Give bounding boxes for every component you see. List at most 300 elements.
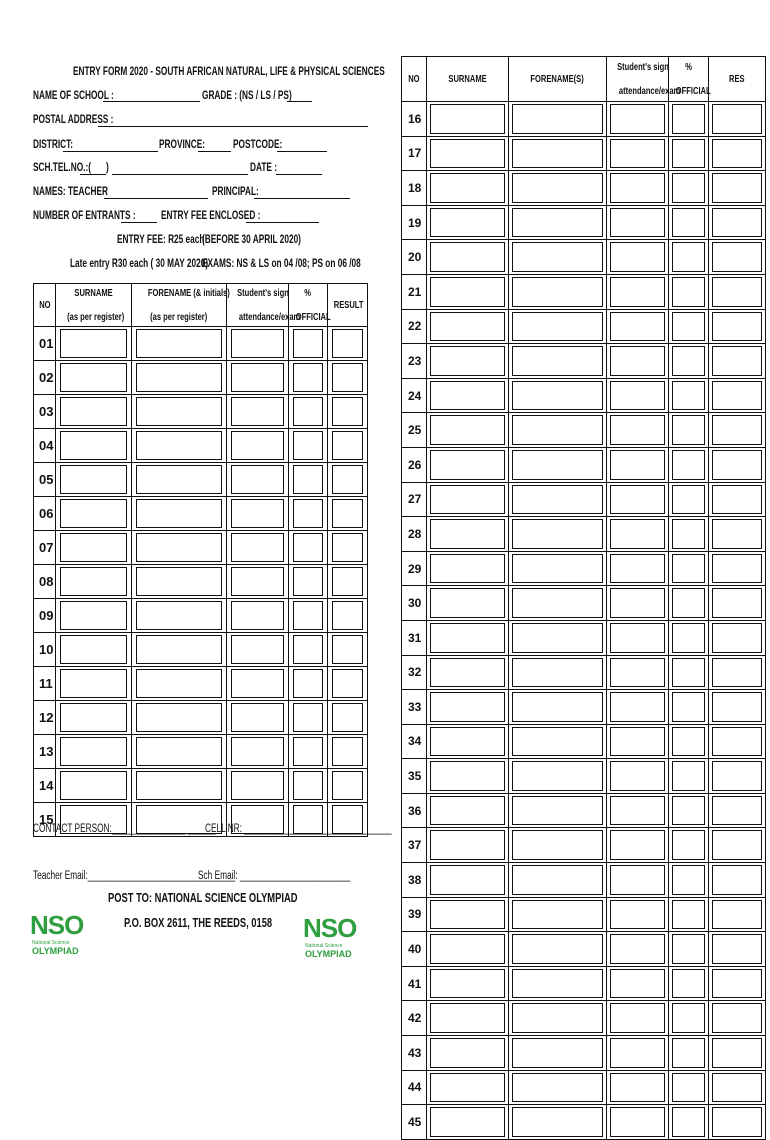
official-pct-cell[interactable] (669, 274, 709, 309)
result-cell[interactable] (328, 361, 368, 395)
forename-cell[interactable] (509, 932, 607, 967)
student-sign-cell[interactable] (227, 361, 289, 395)
forename-cell[interactable] (509, 274, 607, 309)
district-field[interactable] (63, 151, 158, 152)
row-number: 45 (402, 1105, 427, 1140)
official-pct-cell[interactable] (289, 633, 328, 667)
entrants-table-right (401, 56, 766, 1140)
cell-nr-field[interactable]: CELL NR: ________________________________ (205, 823, 392, 835)
surname-cell[interactable] (56, 735, 132, 769)
table-row (34, 667, 368, 701)
official-pct-cell[interactable] (289, 701, 328, 735)
official-pct-cell[interactable] (289, 497, 328, 531)
forename-cell[interactable] (509, 897, 607, 932)
official-pct-cell[interactable] (669, 1105, 709, 1140)
surname-cell[interactable] (427, 724, 509, 759)
official-pct-cell[interactable] (669, 1036, 709, 1071)
date-field[interactable] (276, 174, 322, 175)
surname-cell[interactable] (427, 482, 509, 517)
surname-cell[interactable] (56, 429, 132, 463)
result-cell[interactable] (709, 1070, 766, 1105)
official-pct-cell[interactable] (669, 240, 709, 275)
surname-cell[interactable] (56, 633, 132, 667)
result-cell[interactable] (709, 482, 766, 517)
result-cell[interactable] (709, 793, 766, 828)
student-sign-cell[interactable] (607, 378, 669, 413)
table-row (34, 463, 368, 497)
forename-cell[interactable] (509, 413, 607, 448)
table-row (402, 482, 766, 517)
result-cell[interactable] (709, 413, 766, 448)
result-cell[interactable] (709, 240, 766, 275)
student-sign-cell[interactable] (607, 482, 669, 517)
official-pct-cell[interactable] (669, 620, 709, 655)
forename-cell[interactable] (509, 482, 607, 517)
result-cell[interactable] (709, 309, 766, 344)
num-entrants-label: NUMBER OF ENTRANTS : (33, 210, 136, 222)
student-sign-cell[interactable] (227, 395, 289, 429)
forename-cell[interactable] (132, 327, 227, 361)
row-number: 13 (34, 735, 56, 769)
official-pct-cell[interactable] (669, 102, 709, 137)
forename-cell[interactable] (132, 633, 227, 667)
forename-cell[interactable] (132, 565, 227, 599)
surname-cell[interactable] (427, 517, 509, 552)
student-sign-cell[interactable] (227, 599, 289, 633)
surname-cell[interactable] (427, 690, 509, 725)
result-cell[interactable] (709, 1036, 766, 1071)
student-sign-cell[interactable] (227, 429, 289, 463)
official-pct-cell[interactable] (669, 759, 709, 794)
table-row (402, 205, 766, 240)
student-sign-cell[interactable] (227, 497, 289, 531)
student-sign-cell[interactable] (607, 724, 669, 759)
forename-cell[interactable] (132, 735, 227, 769)
surname-cell[interactable] (427, 1105, 509, 1140)
col-official-pct: % OFFICIAL (289, 284, 328, 327)
official-pct-cell[interactable] (669, 793, 709, 828)
official-pct-cell[interactable] (669, 1001, 709, 1036)
result-cell[interactable] (709, 274, 766, 309)
sch-tel-field[interactable] (112, 174, 248, 175)
result-cell[interactable] (328, 463, 368, 497)
row-number: 18 (402, 171, 427, 206)
forename-cell[interactable] (509, 620, 607, 655)
result-cell[interactable] (709, 136, 766, 171)
row-number: 29 (402, 551, 427, 586)
row-number: 30 (402, 586, 427, 621)
result-cell[interactable] (709, 517, 766, 552)
result-cell[interactable] (328, 667, 368, 701)
district-label: DISTRICT: (33, 139, 74, 151)
result-cell[interactable] (709, 586, 766, 621)
student-sign-cell[interactable] (607, 932, 669, 967)
student-sign-cell[interactable] (607, 966, 669, 1001)
surname-cell[interactable] (56, 769, 132, 803)
table-row (402, 863, 766, 898)
col-student-sign: Student's sign attendance/exam (227, 284, 289, 327)
official-pct-cell[interactable] (669, 966, 709, 1001)
forename-cell[interactable] (509, 724, 607, 759)
table-row (34, 429, 368, 463)
sch-tel-code-field[interactable] (80, 174, 106, 175)
student-sign-cell[interactable] (607, 344, 669, 379)
name-of-school-field[interactable] (103, 101, 200, 102)
forename-cell[interactable] (509, 586, 607, 621)
surname-cell[interactable] (56, 531, 132, 565)
student-sign-cell[interactable] (607, 620, 669, 655)
result-cell[interactable] (709, 171, 766, 206)
principal-label: PRINCIPAL: (212, 186, 259, 198)
student-sign-cell[interactable] (607, 240, 669, 275)
student-sign-cell[interactable] (607, 413, 669, 448)
row-number: 10 (34, 633, 56, 667)
table-row (402, 136, 766, 171)
student-sign-cell[interactable] (227, 769, 289, 803)
result-cell[interactable] (709, 378, 766, 413)
surname-cell[interactable] (56, 395, 132, 429)
student-sign-cell[interactable] (607, 205, 669, 240)
forename-cell[interactable] (509, 447, 607, 482)
forename-cell[interactable] (509, 171, 607, 206)
result-cell[interactable] (709, 690, 766, 725)
result-cell[interactable] (709, 966, 766, 1001)
forename-cell[interactable] (509, 966, 607, 1001)
surname-cell[interactable] (427, 620, 509, 655)
official-pct-cell[interactable] (289, 599, 328, 633)
before-date: (BEFORE 30 APRIL 2020) (202, 234, 301, 246)
result-cell[interactable] (328, 327, 368, 361)
contact-person-field[interactable]: CONTACT PERSON:________________ ______ (33, 823, 216, 835)
official-pct-cell[interactable] (669, 344, 709, 379)
result-cell[interactable] (328, 565, 368, 599)
student-sign-cell[interactable] (227, 701, 289, 735)
forename-cell[interactable] (509, 344, 607, 379)
official-pct-cell[interactable] (669, 413, 709, 448)
surname-cell[interactable] (427, 378, 509, 413)
teacher-email-field[interactable]: Teacher Email:________________________________ (33, 870, 236, 882)
surname-cell[interactable] (427, 759, 509, 794)
col-student-sign: Student's sign attendance/exam (607, 57, 669, 102)
result-cell[interactable] (709, 551, 766, 586)
student-sign-cell[interactable] (607, 171, 669, 206)
result-cell[interactable] (709, 447, 766, 482)
forename-cell[interactable] (509, 1001, 607, 1036)
col-forename: FORENAME (& initials) (as per register) (132, 284, 227, 327)
official-pct-cell[interactable] (289, 769, 328, 803)
forename-cell[interactable] (509, 517, 607, 552)
exams-dates: EXAMS: NS & LS on 04 /08; PS on 06 /08 (202, 258, 361, 270)
student-sign-cell[interactable] (607, 863, 669, 898)
student-sign-cell[interactable] (607, 759, 669, 794)
official-pct-cell[interactable] (289, 565, 328, 599)
student-sign-cell[interactable] (607, 690, 669, 725)
surname-cell[interactable] (56, 565, 132, 599)
result-cell[interactable] (328, 599, 368, 633)
surname-cell[interactable] (427, 274, 509, 309)
table-row (402, 690, 766, 725)
row-number: 44 (402, 1070, 427, 1105)
forename-cell[interactable] (509, 378, 607, 413)
result-cell[interactable] (709, 828, 766, 863)
forename-cell[interactable] (132, 497, 227, 531)
row-number: 15 (34, 803, 56, 837)
result-cell[interactable] (709, 1105, 766, 1140)
forename-cell[interactable] (509, 828, 607, 863)
result-cell[interactable] (709, 932, 766, 967)
postal-address-field[interactable] (98, 126, 368, 127)
official-pct-cell[interactable] (669, 378, 709, 413)
result-cell[interactable] (709, 620, 766, 655)
student-sign-cell[interactable] (607, 136, 669, 171)
principal-field[interactable] (254, 198, 350, 199)
table-row (402, 586, 766, 621)
surname-cell[interactable] (56, 327, 132, 361)
official-pct-cell[interactable] (289, 735, 328, 769)
surname-cell[interactable] (427, 1001, 509, 1036)
forename-cell[interactable] (509, 1105, 607, 1140)
surname-cell[interactable] (56, 463, 132, 497)
surname-cell[interactable] (56, 361, 132, 395)
surname-cell[interactable] (427, 136, 509, 171)
forename-cell[interactable] (132, 599, 227, 633)
student-sign-cell[interactable] (607, 828, 669, 863)
col-official-pct: % OFFICIAL (669, 57, 709, 102)
result-cell[interactable] (709, 205, 766, 240)
result-cell[interactable] (328, 429, 368, 463)
forename-cell[interactable] (132, 463, 227, 497)
official-pct-cell[interactable] (669, 171, 709, 206)
official-pct-cell[interactable] (289, 327, 328, 361)
result-cell[interactable] (709, 1001, 766, 1036)
student-sign-cell[interactable] (607, 897, 669, 932)
row-number: 08 (34, 565, 56, 599)
row-number: 27 (402, 482, 427, 517)
student-sign-cell[interactable] (607, 655, 669, 690)
result-cell[interactable] (709, 724, 766, 759)
student-sign-cell[interactable] (607, 1070, 669, 1105)
surname-cell[interactable] (427, 344, 509, 379)
surname-cell[interactable] (427, 240, 509, 275)
forename-cell[interactable] (509, 863, 607, 898)
surname-cell[interactable] (427, 205, 509, 240)
official-pct-cell[interactable] (289, 531, 328, 565)
forename-cell[interactable] (132, 429, 227, 463)
sch-email-field[interactable]: Sch Email: ________________________ (198, 870, 351, 882)
official-pct-cell[interactable] (289, 361, 328, 395)
result-cell[interactable] (328, 497, 368, 531)
forename-cell[interactable] (509, 690, 607, 725)
official-pct-cell[interactable] (669, 655, 709, 690)
result-cell[interactable] (709, 897, 766, 932)
official-pct-cell[interactable] (289, 395, 328, 429)
forename-cell[interactable] (509, 551, 607, 586)
row-number: 35 (402, 759, 427, 794)
forename-cell[interactable] (509, 759, 607, 794)
surname-cell[interactable] (56, 599, 132, 633)
official-pct-cell[interactable] (669, 447, 709, 482)
result-cell[interactable] (328, 701, 368, 735)
official-pct-cell[interactable] (289, 667, 328, 701)
forename-cell[interactable] (509, 136, 607, 171)
surname-cell[interactable] (427, 1036, 509, 1071)
row-number: 07 (34, 531, 56, 565)
student-sign-cell[interactable] (227, 667, 289, 701)
surname-cell[interactable] (427, 413, 509, 448)
col-forenames: FORENAME(S) (509, 57, 607, 102)
student-sign-cell[interactable] (607, 102, 669, 137)
student-sign-cell[interactable] (607, 551, 669, 586)
surname-cell[interactable] (427, 966, 509, 1001)
table-row (402, 897, 766, 932)
result-cell[interactable] (709, 759, 766, 794)
forename-cell[interactable] (509, 1036, 607, 1071)
table-row (402, 1070, 766, 1105)
surname-cell[interactable] (56, 701, 132, 735)
nso-logo-right: NSO National Science OLYMPIAD (303, 913, 357, 959)
row-number: 43 (402, 1036, 427, 1071)
student-sign-cell[interactable] (227, 463, 289, 497)
result-cell[interactable] (328, 735, 368, 769)
forename-cell[interactable] (509, 102, 607, 137)
table-row (34, 531, 368, 565)
surname-cell[interactable] (427, 897, 509, 932)
forename-cell[interactable] (509, 205, 607, 240)
result-cell[interactable] (709, 344, 766, 379)
student-sign-cell[interactable] (227, 735, 289, 769)
student-sign-cell[interactable] (607, 1001, 669, 1036)
row-number: 25 (402, 413, 427, 448)
official-pct-cell[interactable] (669, 932, 709, 967)
row-number: 04 (34, 429, 56, 463)
official-pct-cell[interactable] (669, 828, 709, 863)
fee-enclosed-field[interactable] (246, 222, 319, 223)
official-pct-cell[interactable] (669, 205, 709, 240)
province-field[interactable] (198, 151, 231, 152)
table-row (402, 655, 766, 690)
result-cell[interactable] (328, 395, 368, 429)
forename-cell[interactable] (132, 395, 227, 429)
table-row (402, 932, 766, 967)
date-label: DATE : (250, 162, 277, 174)
official-pct-cell[interactable] (669, 897, 709, 932)
table-row (402, 1105, 766, 1140)
student-sign-cell[interactable] (227, 565, 289, 599)
result-cell[interactable] (709, 655, 766, 690)
result-cell[interactable] (709, 102, 766, 137)
surname-cell[interactable] (427, 932, 509, 967)
forename-cell[interactable] (132, 769, 227, 803)
surname-cell[interactable] (427, 586, 509, 621)
forename-cell[interactable] (132, 701, 227, 735)
result-cell[interactable] (328, 531, 368, 565)
official-pct-cell[interactable] (669, 309, 709, 344)
surname-cell[interactable] (56, 667, 132, 701)
student-sign-cell[interactable] (607, 1105, 669, 1140)
po-box: P.O. BOX 2611, THE REEDS, 0158 (124, 915, 273, 930)
surname-cell[interactable] (427, 863, 509, 898)
official-pct-cell[interactable] (669, 517, 709, 552)
forename-cell[interactable] (509, 309, 607, 344)
surname-cell[interactable] (427, 447, 509, 482)
official-pct-cell[interactable] (669, 136, 709, 171)
grade-field[interactable] (287, 101, 312, 102)
forename-cell[interactable] (132, 667, 227, 701)
table-row (402, 240, 766, 275)
student-sign-cell[interactable] (607, 309, 669, 344)
result-cell[interactable] (328, 633, 368, 667)
num-entrants-field[interactable] (121, 222, 157, 223)
student-sign-cell[interactable] (607, 586, 669, 621)
table-row (34, 599, 368, 633)
sch-tel-close: ) (106, 162, 109, 174)
col-no: NO (402, 57, 427, 102)
row-number: 22 (402, 309, 427, 344)
forename-cell[interactable] (509, 793, 607, 828)
official-pct-cell[interactable] (669, 586, 709, 621)
forename-cell[interactable] (509, 655, 607, 690)
row-number: 39 (402, 897, 427, 932)
surname-cell[interactable] (427, 309, 509, 344)
fee-enclosed-label: ENTRY FEE ENCLOSED : (161, 210, 261, 222)
surname-cell[interactable] (427, 102, 509, 137)
official-pct-cell[interactable] (669, 690, 709, 725)
forename-cell[interactable] (509, 1070, 607, 1105)
col-surname: SURNAME (427, 57, 509, 102)
row-number: 26 (402, 447, 427, 482)
row-number: 40 (402, 932, 427, 967)
student-sign-cell[interactable] (607, 517, 669, 552)
surname-cell[interactable] (427, 171, 509, 206)
row-number: 33 (402, 690, 427, 725)
forename-cell[interactable] (132, 361, 227, 395)
student-sign-cell[interactable] (227, 531, 289, 565)
official-pct-cell[interactable] (669, 551, 709, 586)
student-sign-cell[interactable] (607, 1036, 669, 1071)
result-cell[interactable] (709, 863, 766, 898)
official-pct-cell[interactable] (289, 429, 328, 463)
surname-cell[interactable] (427, 1070, 509, 1105)
official-pct-cell[interactable] (289, 463, 328, 497)
table-row (34, 769, 368, 803)
surname-cell[interactable] (56, 497, 132, 531)
surname-cell[interactable] (427, 551, 509, 586)
official-pct-cell[interactable] (669, 863, 709, 898)
student-sign-cell[interactable] (227, 633, 289, 667)
result-cell[interactable] (328, 769, 368, 803)
student-sign-cell[interactable] (607, 274, 669, 309)
sch-tel-label: SCH.TEL.NO.:( (33, 162, 91, 174)
surname-cell[interactable] (427, 655, 509, 690)
table-header-row (34, 284, 368, 327)
student-sign-cell[interactable] (607, 447, 669, 482)
postcode-label: POSTCODE: (233, 139, 283, 151)
row-number: 09 (34, 599, 56, 633)
forename-cell[interactable] (132, 531, 227, 565)
row-number: 31 (402, 620, 427, 655)
row-number: 38 (402, 863, 427, 898)
official-pct-cell[interactable] (669, 1070, 709, 1105)
table-header-row (402, 57, 766, 102)
official-pct-cell[interactable] (669, 482, 709, 517)
student-sign-cell[interactable] (607, 793, 669, 828)
postcode-field[interactable] (277, 151, 327, 152)
teacher-name-field[interactable] (104, 198, 208, 199)
forename-cell[interactable] (509, 240, 607, 275)
table-row (34, 565, 368, 599)
official-pct-cell[interactable] (669, 724, 709, 759)
student-sign-cell[interactable] (227, 327, 289, 361)
